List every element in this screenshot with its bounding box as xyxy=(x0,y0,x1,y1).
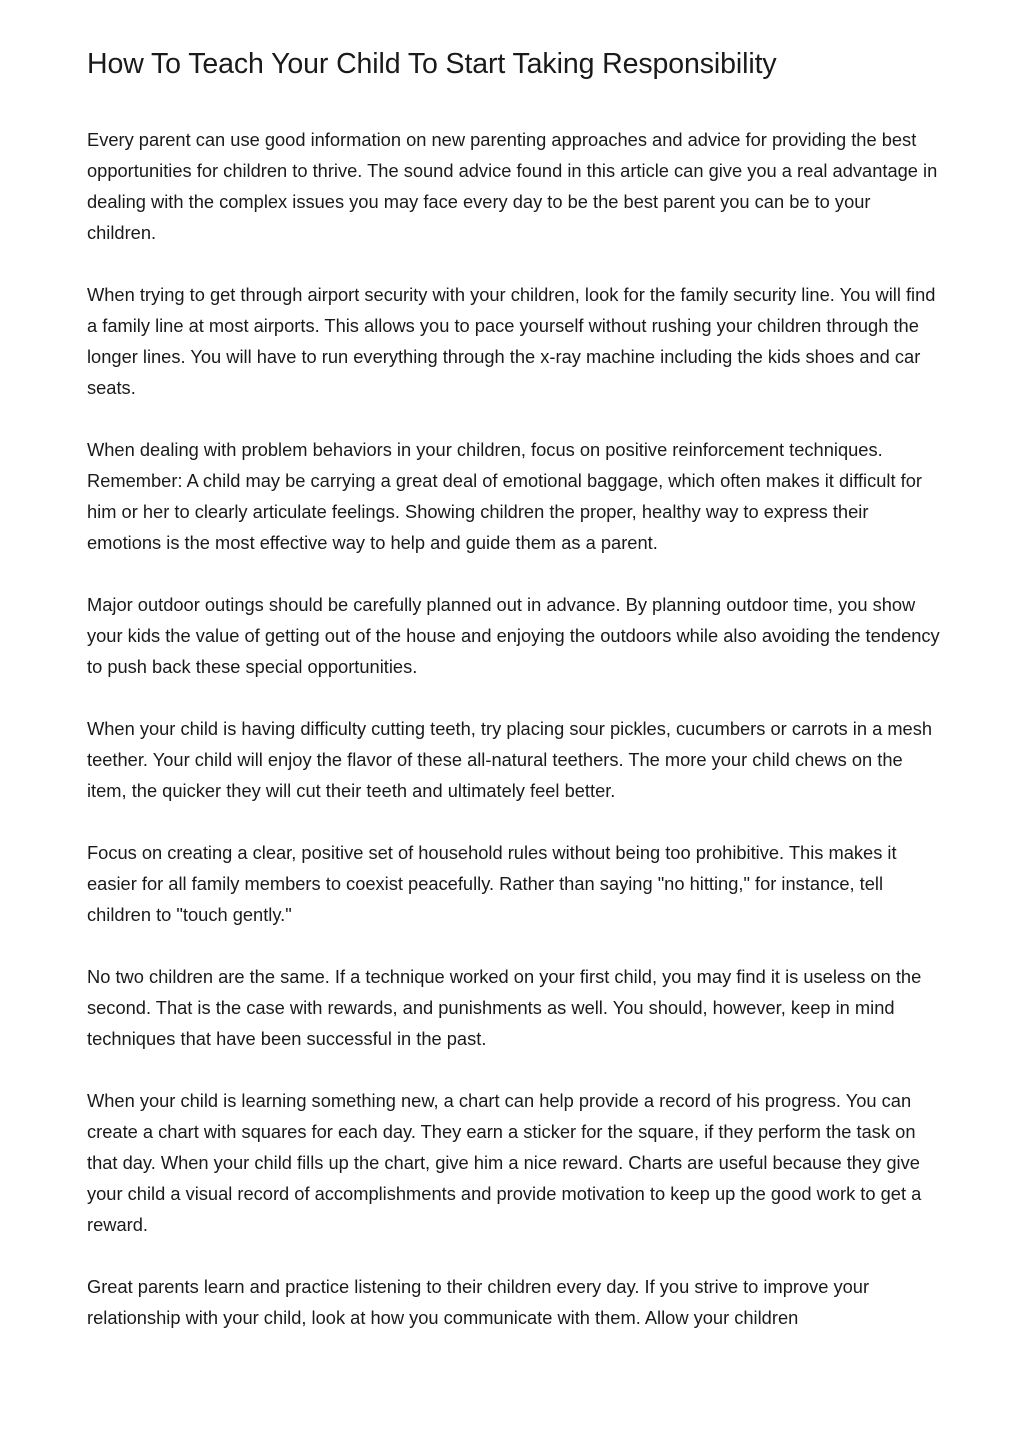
page-title: How To Teach Your Child To Start Taking Responsibility xyxy=(87,48,777,80)
paragraph-outdoor-outings: Major outdoor outings should be carefully planned out in advance. By planning outdoor time, you show your kids the value of getting out of the house and enjoying the outdoors while also avoiding the tendency to push back these special opportunities. xyxy=(87,594,940,677)
paragraph-airport-security: When trying to get through airport security with your children, look for the family security line. You will find a family line at most airports. This allows you to pace yourself without rushing your children through the longer lines. You will have to run everything through the x-ray machine including the kids shoes and car seats. xyxy=(87,284,936,398)
paragraph-teething: When your child is having difficulty cutting teeth, try placing sour pickles, cucumbers or carrots in a mesh teether. Your child will enjoy the flavor of these all-natural teethers. The more your child chews on the item, the quicker they will cut their teeth and ultimately feel better. xyxy=(87,718,933,801)
paragraph-problem-behaviors: When dealing with problem behaviors in your children, focus on positive reinforcement techniques. Remember: A child may be carrying a great deal of emotional baggage, which often makes it difficult for him or her to clearly articulate feelings. Showing children the proper, healthy way to express their emotions is the most effective way to help and guide them as a parent. xyxy=(87,439,922,553)
paragraph-progress-chart: When your child is learning something new, a chart can help provide a record of his progress. You can create a chart with squares for each day. They earn a sticker for the square, if they perform the task on that day. When your child fills up the chart, give him a nice reward. Charts are useful because they give your child a visual record of accomplishments and provide motivation to keep up the good work to get a reward. xyxy=(87,1090,922,1235)
paragraph-household-rules: Focus on creating a clear, positive set of household rules without being too prohibitive. This makes it easier for all family members to coexist peacefully. Rather than saying "no hitting," for instance, tell children to "touch gently." xyxy=(87,842,897,925)
paragraph-no-two-children: No two children are the same. If a technique worked on your first child, you may find it is useless on the second. That is the case with rewards, and punishments as well. You should, however, keep in mind techniques that have been successful in the past. xyxy=(87,966,922,1049)
paragraph-intro: Every parent can use good information on new parenting approaches and advice for providing the best opportunities for children to thrive. The sound advice found in this article can give you a real advantage in dealing with the complex issues you may face every day to be the best parent you can be to your children. xyxy=(87,129,938,243)
paragraph-listening: Great parents learn and practice listening to their children every day. If you strive to improve your relationship with your child, look at how you communicate with them. Allow your children xyxy=(87,1276,870,1328)
document-page xyxy=(87,44,942,1364)
